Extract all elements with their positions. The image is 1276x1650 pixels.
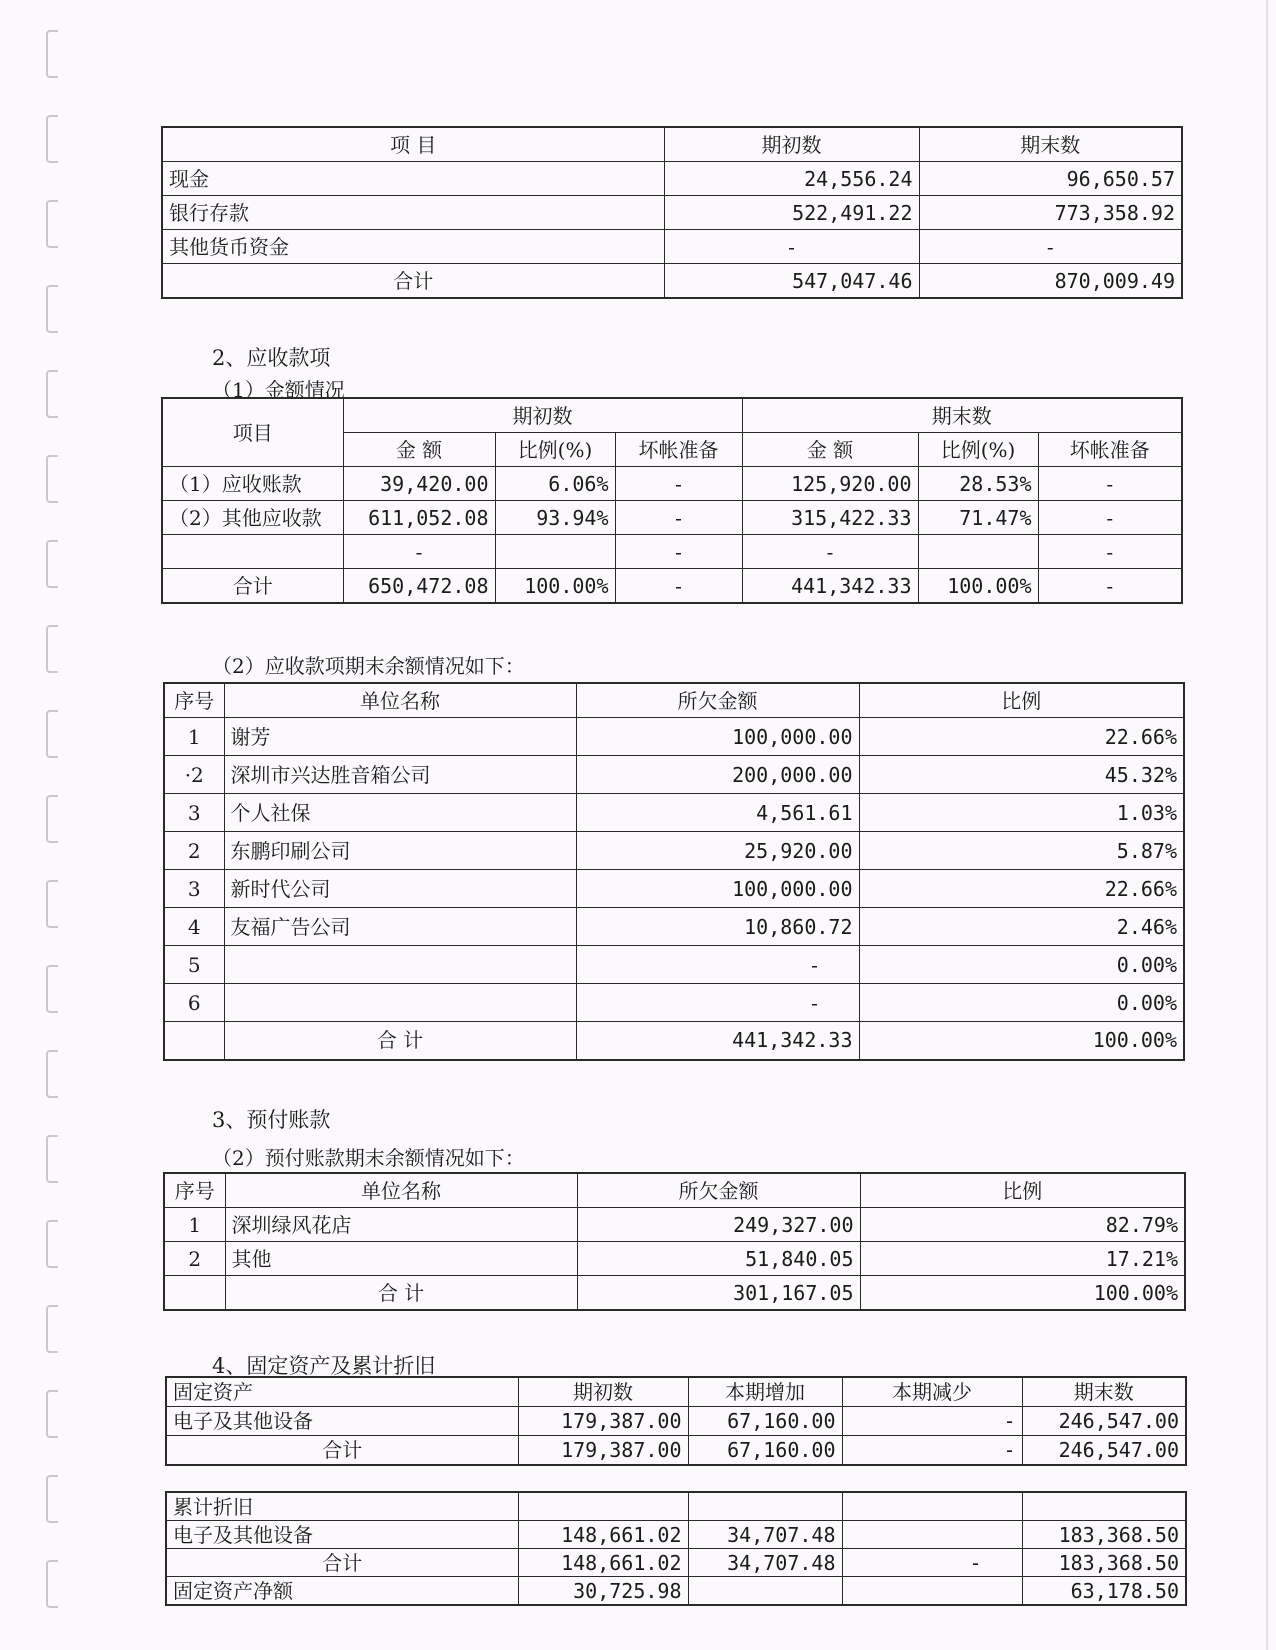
total-begin: 179,387.00 <box>518 1436 688 1466</box>
total-begin: 547,047.46 <box>664 264 919 299</box>
cell: - <box>615 501 742 535</box>
total-label: 合 计 <box>224 1022 576 1060</box>
cell: 125,920.00 <box>742 467 918 501</box>
receivables-detail-table <box>163 682 1185 1061</box>
cell <box>842 1492 1022 1521</box>
net-end: 63,178.50 <box>1022 1577 1186 1606</box>
total-begin: 148,661.02 <box>518 1549 688 1577</box>
cell <box>1022 1492 1186 1521</box>
end-value: 246,547.00 <box>1022 1407 1186 1436</box>
row-number: 5 <box>164 946 224 984</box>
subsection-title-receivable-details: （2）应收款项期末余额情况如下： <box>212 654 525 678</box>
table-header-row <box>162 398 1182 433</box>
amount: - <box>576 946 859 984</box>
ratio: 2.46% <box>859 908 1184 946</box>
section-title-receivables: 2、应收款项 <box>212 346 331 370</box>
cell <box>518 1492 688 1521</box>
table-row <box>162 196 1182 230</box>
table-row <box>162 535 1182 569</box>
column-header: 单位名称 <box>224 683 576 718</box>
row-number: ·2 <box>164 756 224 794</box>
prepayments-table <box>163 1172 1186 1311</box>
row-label: 电子及其他设备 <box>166 1521 518 1549</box>
table-row <box>164 832 1184 870</box>
cell: - <box>742 535 918 569</box>
ratio: 1.03% <box>859 794 1184 832</box>
ratio: 22.66% <box>859 870 1184 908</box>
company-name: 个人社保 <box>224 794 576 832</box>
table-row <box>164 870 1184 908</box>
ratio: 17.21% <box>860 1242 1185 1276</box>
total-row <box>162 569 1182 604</box>
row-label: 银行存款 <box>162 196 664 230</box>
table-row <box>164 908 1184 946</box>
row-number: 3 <box>164 794 224 832</box>
column-header: 所欠金额 <box>576 683 859 718</box>
cell: - <box>1038 467 1182 501</box>
total-end: 870,009.49 <box>919 264 1182 299</box>
total-row <box>164 1276 1185 1311</box>
net-row <box>166 1577 1186 1606</box>
total-increase: 34,707.48 <box>688 1549 842 1577</box>
column-header: 坏帐准备 <box>1038 433 1182 467</box>
page-edge <box>1266 0 1268 1650</box>
total-ratio: 100.00% <box>859 1022 1184 1060</box>
column-header: 项目 <box>162 398 343 467</box>
company-name: 新时代公司 <box>224 870 576 908</box>
decrease-value: - <box>842 1407 1022 1436</box>
total-label: 合计 <box>162 264 664 299</box>
binder-hole <box>46 30 58 78</box>
company-name: 东鹏印刷公司 <box>224 832 576 870</box>
binder-hole <box>46 625 58 673</box>
total-amount: 301,167.05 <box>577 1276 860 1311</box>
binder-hole <box>46 710 58 758</box>
table-row <box>164 756 1184 794</box>
table-header-row <box>162 127 1182 162</box>
column-header: 期末数 <box>919 127 1182 162</box>
row-number: 6 <box>164 984 224 1022</box>
binder-hole <box>46 455 58 503</box>
column-header: 本期减少 <box>842 1377 1022 1407</box>
table-row <box>162 162 1182 196</box>
column-header: 金 额 <box>343 433 495 467</box>
company-name <box>224 984 576 1022</box>
ratio: 0.00% <box>859 946 1184 984</box>
amount: 100,000.00 <box>576 870 859 908</box>
cell: 100.00% <box>918 569 1038 604</box>
ratio: 0.00% <box>859 984 1184 1022</box>
total-decrease: - <box>842 1549 1022 1577</box>
cell: - <box>615 535 742 569</box>
cell: - <box>1038 535 1182 569</box>
begin-value: 24,556.24 <box>664 162 919 196</box>
depreciation-table <box>165 1491 1187 1606</box>
total-label: 合计 <box>162 569 343 604</box>
table-header-row <box>164 1173 1185 1208</box>
ratio: 45.32% <box>859 756 1184 794</box>
binder-hole <box>46 1560 58 1608</box>
table-row <box>164 1242 1185 1276</box>
end-value: 183,368.50 <box>1022 1521 1186 1549</box>
table-row <box>164 984 1184 1022</box>
table-row <box>164 946 1184 984</box>
column-header: 期初数 <box>518 1377 688 1407</box>
cell: 93.94% <box>495 501 615 535</box>
cell: 441,342.33 <box>742 569 918 604</box>
total-amount: 441,342.33 <box>576 1022 859 1060</box>
column-header: 本期增加 <box>688 1377 842 1407</box>
cell: - <box>615 569 742 604</box>
row-number: 3 <box>164 870 224 908</box>
total-row <box>166 1436 1186 1466</box>
row-number: 2 <box>164 832 224 870</box>
amount: 249,327.00 <box>577 1208 860 1242</box>
table-header-row <box>166 1492 1186 1521</box>
total-end: 246,547.00 <box>1022 1436 1186 1466</box>
amount: 4,561.61 <box>576 794 859 832</box>
table-row <box>162 501 1182 535</box>
cell: 28.53% <box>918 467 1038 501</box>
binder-hole <box>46 1475 58 1523</box>
column-header: 期末数 <box>742 398 1182 433</box>
table-row <box>164 1208 1185 1242</box>
total-ratio: 100.00% <box>860 1276 1185 1311</box>
cell <box>495 535 615 569</box>
column-header: 单位名称 <box>225 1173 577 1208</box>
binder-hole <box>46 285 58 333</box>
column-header: 固定资产 <box>166 1377 518 1407</box>
row-number <box>164 1022 224 1060</box>
binder-hole <box>46 1135 58 1183</box>
row-number: 1 <box>164 1208 225 1242</box>
amount: - <box>576 984 859 1022</box>
table-header-row <box>166 1377 1186 1407</box>
ratio: 82.79% <box>860 1208 1185 1242</box>
row-label: （1）应收账款 <box>162 467 343 501</box>
company-name: 深圳市兴达胜音箱公司 <box>224 756 576 794</box>
binder-hole <box>46 1305 58 1353</box>
company-name: 深圳绿风花店 <box>225 1208 577 1242</box>
section-title-prepayments: 3、预付账款 <box>212 1108 331 1132</box>
receivables-summary-table <box>161 397 1183 604</box>
column-header: 比例 <box>860 1173 1185 1208</box>
column-header: 期初数 <box>664 127 919 162</box>
subsection-title-prepayment-details: （2）预付账款期末余额情况如下： <box>212 1146 525 1170</box>
total-end: 183,368.50 <box>1022 1549 1186 1577</box>
amount: 10,860.72 <box>576 908 859 946</box>
total-increase: 67,160.00 <box>688 1436 842 1466</box>
fixed-assets-table <box>165 1376 1187 1466</box>
total-label: 合计 <box>166 1436 518 1466</box>
table-row <box>162 230 1182 264</box>
column-header: 比例(%) <box>495 433 615 467</box>
net-increase <box>688 1577 842 1606</box>
subsection-title-amounts: （1）金额情况 <box>212 378 345 402</box>
cell: 71.47% <box>918 501 1038 535</box>
row-number: 1 <box>164 718 224 756</box>
binder-hole <box>46 540 58 588</box>
column-header: 坏帐准备 <box>615 433 742 467</box>
binder-hole <box>46 1220 58 1268</box>
table-header-row <box>164 683 1184 718</box>
row-label: 现金 <box>162 162 664 196</box>
column-header: 比例 <box>859 683 1184 718</box>
table-row <box>166 1521 1186 1549</box>
cell: 39,420.00 <box>343 467 495 501</box>
company-name: 其他 <box>225 1242 577 1276</box>
begin-value: 148,661.02 <box>518 1521 688 1549</box>
section-title-fixed-assets: 4、固定资产及累计折旧 <box>212 1354 436 1378</box>
total-decrease: - <box>842 1436 1022 1466</box>
row-number: 2 <box>164 1242 225 1276</box>
table-row <box>164 718 1184 756</box>
end-value: - <box>919 230 1182 264</box>
column-header: 比例(%) <box>918 433 1038 467</box>
cell <box>918 535 1038 569</box>
begin-value: 522,491.22 <box>664 196 919 230</box>
binder-hole <box>46 370 58 418</box>
total-row <box>164 1022 1184 1060</box>
net-label: 固定资产净额 <box>166 1577 518 1606</box>
cell: - <box>1038 501 1182 535</box>
binder-hole <box>46 200 58 248</box>
net-decrease <box>842 1577 1022 1606</box>
begin-value: 179,387.00 <box>518 1407 688 1436</box>
column-header: 期初数 <box>343 398 742 433</box>
table-row <box>162 467 1182 501</box>
ratio: 5.87% <box>859 832 1184 870</box>
row-label: （2）其他应收款 <box>162 501 343 535</box>
section-label: 累计折旧 <box>166 1492 518 1521</box>
cell: - <box>343 535 495 569</box>
increase-value: 67,160.00 <box>688 1407 842 1436</box>
binder-hole <box>46 965 58 1013</box>
binder-hole <box>46 115 58 163</box>
cell: 100.00% <box>495 569 615 604</box>
cell <box>688 1492 842 1521</box>
column-header: 序号 <box>164 1173 225 1208</box>
column-header: 所欠金额 <box>577 1173 860 1208</box>
binder-hole <box>46 1390 58 1438</box>
row-label: 其他货币资金 <box>162 230 664 264</box>
total-label: 合 计 <box>225 1276 577 1311</box>
column-header: 期末数 <box>1022 1377 1186 1407</box>
binder-hole <box>46 880 58 928</box>
company-name <box>224 946 576 984</box>
table-row <box>164 794 1184 832</box>
row-number <box>164 1276 225 1311</box>
company-name: 谢芳 <box>224 718 576 756</box>
total-label: 合计 <box>166 1549 518 1577</box>
begin-value: - <box>664 230 919 264</box>
increase-value: 34,707.48 <box>688 1521 842 1549</box>
binder-hole <box>46 795 58 843</box>
column-header: 项 目 <box>162 127 664 162</box>
cell: 6.06% <box>495 467 615 501</box>
table-row <box>166 1407 1186 1436</box>
column-header: 序号 <box>164 683 224 718</box>
binder-hole <box>46 1050 58 1098</box>
total-row <box>166 1549 1186 1577</box>
cell: - <box>615 467 742 501</box>
company-name: 友福广告公司 <box>224 908 576 946</box>
ratio: 22.66% <box>859 718 1184 756</box>
cell: - <box>1038 569 1182 604</box>
amount: 25,920.00 <box>576 832 859 870</box>
cell: 650,472.08 <box>343 569 495 604</box>
cell: 611,052.08 <box>343 501 495 535</box>
end-value: 773,358.92 <box>919 196 1182 230</box>
amount: 51,840.05 <box>577 1242 860 1276</box>
row-label: 电子及其他设备 <box>166 1407 518 1436</box>
end-value: 96,650.57 <box>919 162 1182 196</box>
column-header: 金 额 <box>742 433 918 467</box>
row-number: 4 <box>164 908 224 946</box>
decrease-value <box>842 1521 1022 1549</box>
cash-table <box>161 126 1183 299</box>
amount: 200,000.00 <box>576 756 859 794</box>
binder-holes <box>46 20 70 1650</box>
cell: 315,422.33 <box>742 501 918 535</box>
net-begin: 30,725.98 <box>518 1577 688 1606</box>
total-row <box>162 264 1182 299</box>
row-label <box>162 535 343 569</box>
amount: 100,000.00 <box>576 718 859 756</box>
